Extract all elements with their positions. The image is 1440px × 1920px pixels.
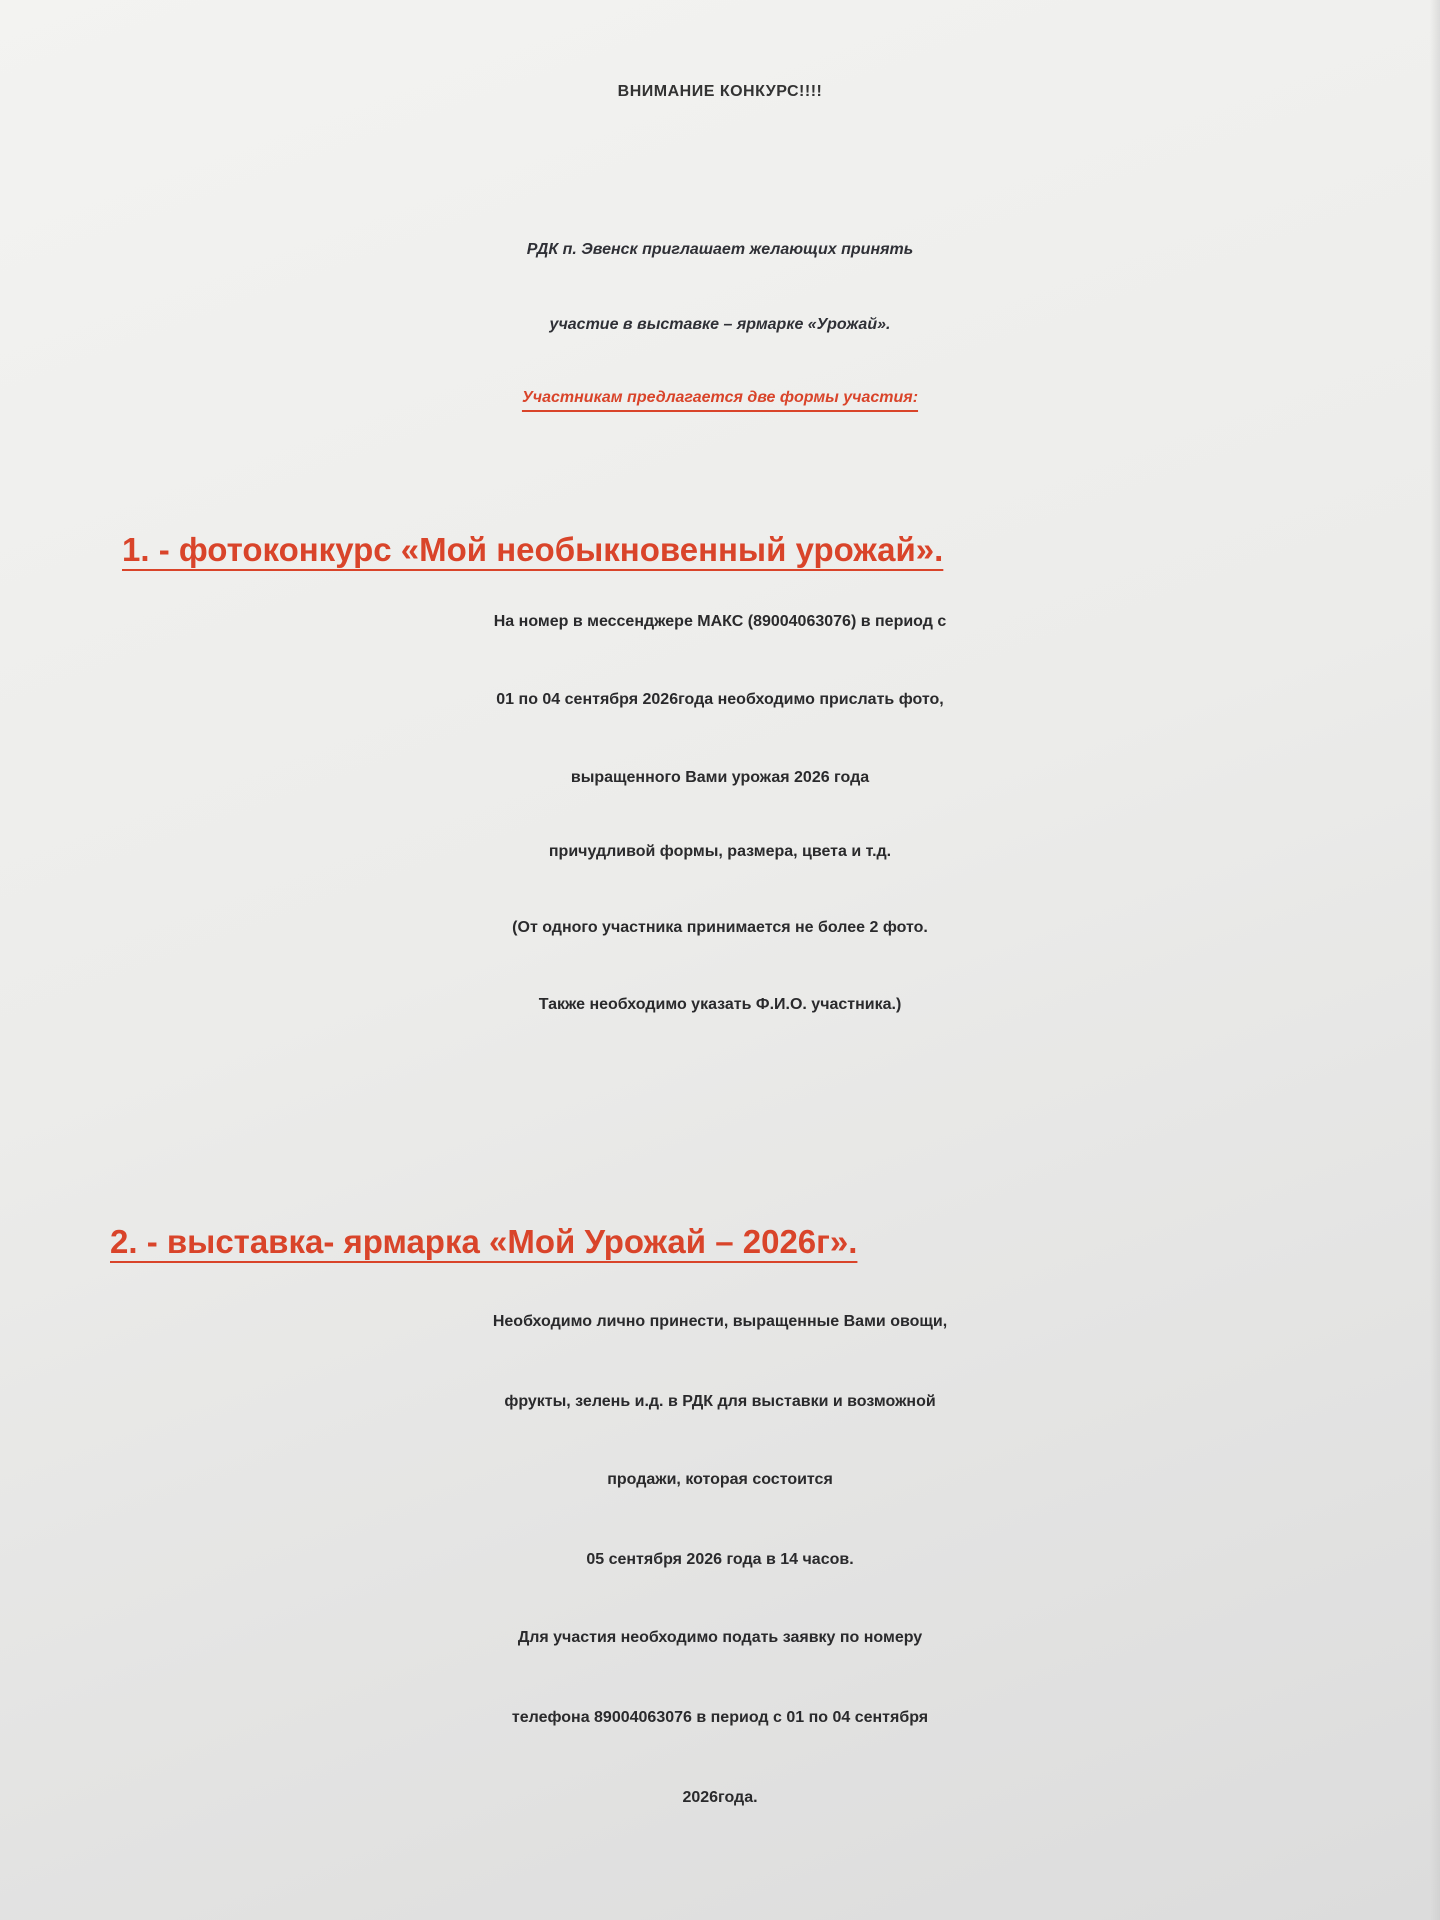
invitation-line-2: участие в выставке – ярмарке «Урожай».: [549, 316, 891, 333]
section-1-line: причудливой формы, размера, цвета и т.д.: [548, 843, 892, 860]
section-2-heading: 2. - выставка- ярмарка «Мой Урожай – 2026г».: [110, 1223, 858, 1260]
section-2-line: телефона 89004063076 в период с 01 по 04 сентября: [511, 1709, 929, 1726]
invitation-line-1: РДК п. Эвенск приглашает желающих принять: [526, 241, 914, 258]
section-2-line: продажи, которая состоится: [607, 1471, 833, 1488]
section-1-heading: 1. - фотоконкурс «Мой необыкновенный урожай».: [122, 531, 944, 568]
section-2-line: 2026года.: [682, 1789, 758, 1806]
poster-title: ВНИМАНИЕ КОНКУРС!!!!: [617, 83, 823, 100]
section-1-line: (От одного участника принимается не более 2 фото.: [512, 919, 928, 936]
section-1-line: выращенного Вами урожая 2026 года: [570, 769, 870, 786]
section-1-line: На номер в мессенджере МАКС (89004063076) в период с: [493, 613, 947, 630]
section-2-line: Необходимо лично принести, выращенные Вами овощи,: [492, 1313, 948, 1330]
section-1-line: 01 по 04 сентября 2026года необходимо прислать фото,: [496, 691, 944, 708]
section-2-line: 05 сентября 2026 года в 14 часов.: [586, 1551, 854, 1568]
section-1-line: Также необходимо указать Ф.И.О. участника.): [538, 996, 902, 1013]
forms-heading: Участникам предлагается две формы участия:: [521, 389, 919, 406]
section-2-line: фрукты, зелень и.д. в РДК для выставки и возможной: [504, 1393, 936, 1410]
section-2-line: Для участия необходимо подать заявку по номеру: [517, 1629, 923, 1646]
